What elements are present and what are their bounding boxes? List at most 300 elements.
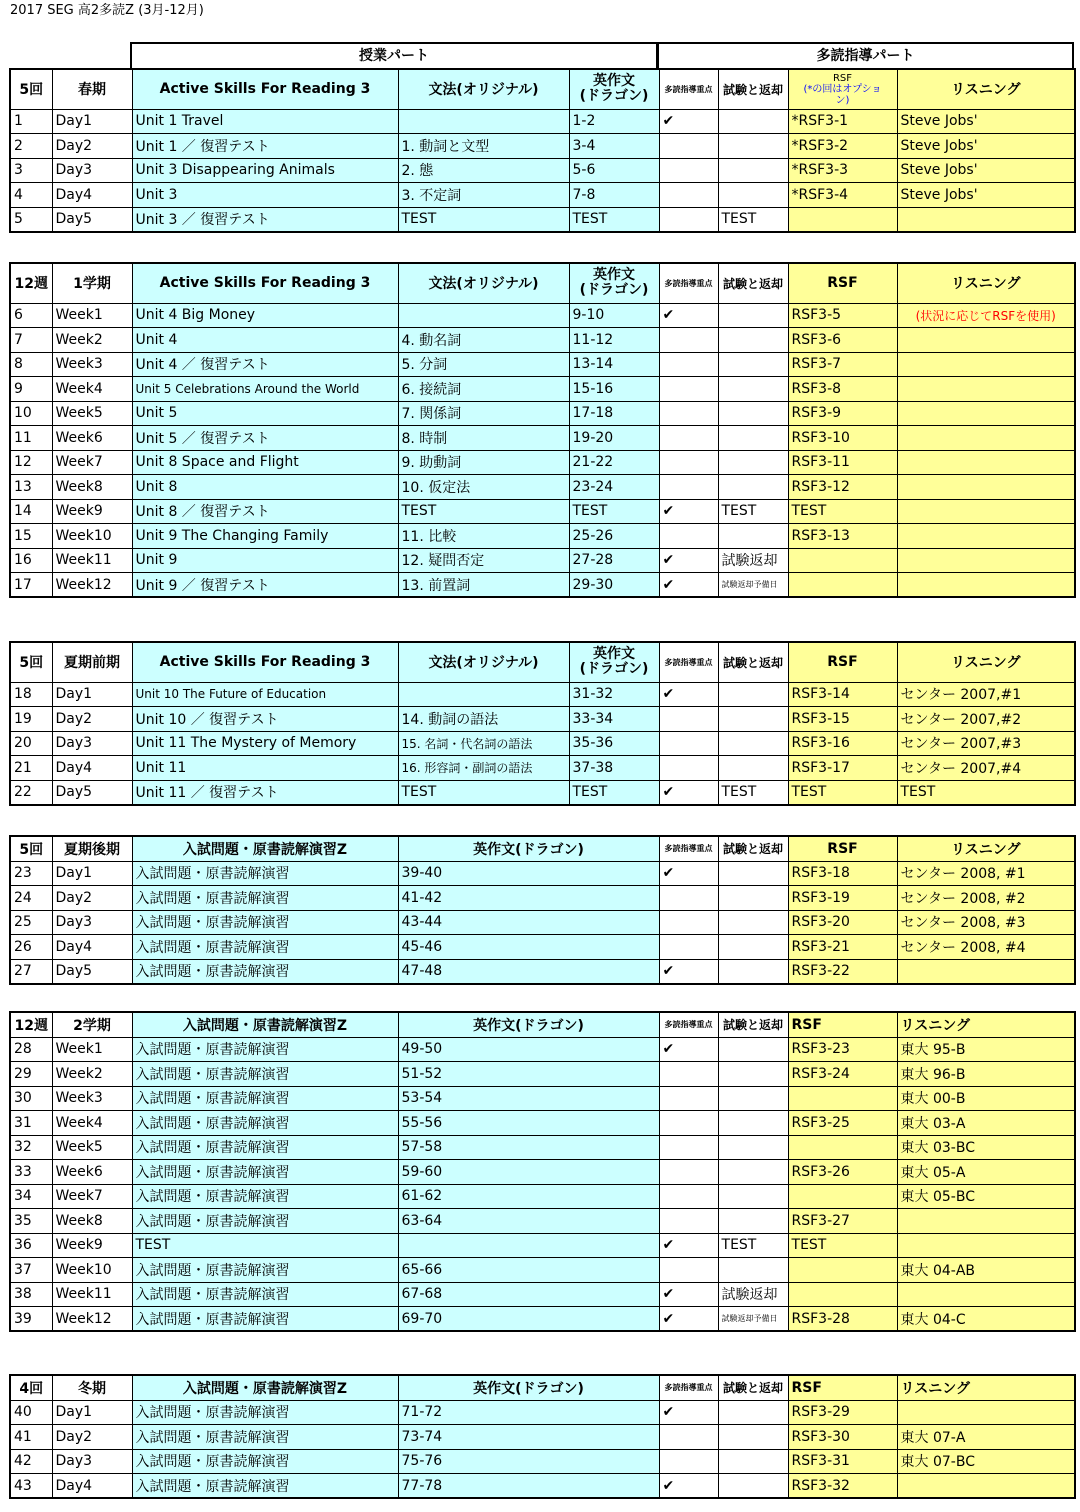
session-label: Week7 (52, 1184, 132, 1209)
row-number: 12 (10, 450, 52, 475)
row-number: 10 (10, 401, 52, 426)
exam-cell: 試験返却 (718, 1282, 788, 1307)
eisakubun-cell: 43-44 (398, 910, 659, 935)
row-number: 11 (10, 426, 52, 451)
listening-cell (897, 352, 1075, 377)
eisakubun-cell: 61-62 (398, 1184, 659, 1209)
listening-cell: センター 2007,#4 (897, 756, 1075, 781)
unit-cell: 入試問題・原書読解演習 (132, 1184, 398, 1209)
table-row (10, 1111, 1075, 1136)
table-row (10, 207, 1075, 232)
nyushi-header: 入試問題・原書読解演習Z (132, 1375, 398, 1400)
eisakubun-cell: 39-40 (398, 861, 659, 886)
grammar-header: 文法(オリジナル) (398, 263, 569, 303)
unit-cell: Unit 4 Big Money (132, 303, 398, 328)
row-number: 2 (10, 134, 52, 159)
table-row (10, 861, 1075, 886)
eisakubun-cell: 41-42 (398, 886, 659, 911)
check-icon: ✔ (659, 1474, 718, 1499)
session-label: Week11 (52, 1282, 132, 1307)
check-icon (659, 1135, 718, 1160)
table-row (10, 499, 1075, 524)
listening-cell: 東大 04-AB (897, 1258, 1075, 1283)
check-icon (659, 207, 718, 232)
rsf-header: RSF (788, 642, 897, 682)
eisakubun-cell: 15-16 (569, 377, 659, 402)
eisakubun-header: 英作文(ドラゴン) (398, 1375, 659, 1400)
eisakubun-cell: 77-78 (398, 1474, 659, 1499)
table-row (10, 475, 1075, 500)
eisakubun-cell: 45-46 (398, 935, 659, 960)
session-label: Week1 (52, 303, 132, 328)
listening-cell (897, 377, 1075, 402)
rsf-cell: RSF3-5 (788, 303, 897, 328)
eisakubun-cell: 59-60 (398, 1160, 659, 1185)
listening-cell: 東大 05-BC (897, 1184, 1075, 1209)
row-number: 24 (10, 886, 52, 911)
row-number: 32 (10, 1135, 52, 1160)
session-label: Day3 (52, 1449, 132, 1474)
unit-cell: 入試問題・原書読解演習 (132, 1425, 398, 1450)
check-icon (659, 352, 718, 377)
eisakubun-cell: TEST (569, 499, 659, 524)
rsf-cell: RSF3-22 (788, 959, 897, 984)
unit-cell: 入試問題・原書読解演習 (132, 1474, 398, 1499)
unit-cell: Unit 9 The Changing Family (132, 524, 398, 549)
tadoku-point-header: 多読指導重点 (659, 1012, 718, 1037)
session-label: Week12 (52, 573, 132, 598)
exam-return-header: 試験と返却 (718, 69, 788, 109)
rsf-cell: RSF3-14 (788, 682, 897, 707)
unit-cell: Unit 9 ／ 復習テスト (132, 573, 398, 598)
check-icon (659, 450, 718, 475)
row-number: 26 (10, 935, 52, 960)
eisakubun-cell: 27-28 (569, 548, 659, 573)
listening-cell (897, 524, 1075, 549)
exam-cell (718, 401, 788, 426)
listening-cell (897, 401, 1075, 426)
exam-cell (718, 524, 788, 549)
eisakubun-cell: 69-70 (398, 1307, 659, 1332)
eisakubun-cell: TEST (569, 780, 659, 805)
exam-cell (718, 1037, 788, 1062)
check-icon (659, 1425, 718, 1450)
rsf-cell: RSF3-15 (788, 707, 897, 732)
table-row (10, 1449, 1075, 1474)
section-term: 夏期前期 (52, 642, 132, 682)
eisakubun-cell: 11-12 (569, 328, 659, 353)
listening-cell (897, 573, 1075, 598)
exam-cell: TEST (718, 207, 788, 232)
eisakubun-header: 英作文(ドラゴン) (398, 836, 659, 861)
eisakubun-cell: 17-18 (569, 401, 659, 426)
rsf-cell: RSF3-17 (788, 756, 897, 781)
check-icon: ✔ (659, 780, 718, 805)
session-label: Day1 (52, 861, 132, 886)
row-number: 20 (10, 731, 52, 756)
unit-cell: 入試問題・原書読解演習 (132, 1037, 398, 1062)
table-row (10, 935, 1075, 960)
listening-cell (897, 1233, 1075, 1258)
eisakubun-cell: 19-20 (569, 426, 659, 451)
table-row (10, 682, 1075, 707)
eisakubun-cell: 71-72 (398, 1400, 659, 1425)
rsf-cell: RSF3-13 (788, 524, 897, 549)
rsf-cell: TEST (788, 1233, 897, 1258)
exam-cell (718, 756, 788, 781)
textbook-header: Active Skills For Reading 3 (132, 69, 398, 109)
exam-cell (718, 377, 788, 402)
check-icon (659, 1160, 718, 1185)
session-label: Day4 (52, 935, 132, 960)
row-number: 27 (10, 959, 52, 984)
section-count: 12週 (10, 1012, 52, 1037)
eisakubun-cell: 23-24 (569, 475, 659, 500)
row-number: 23 (10, 861, 52, 886)
exam-cell (718, 303, 788, 328)
listening-cell: 東大 05-A (897, 1160, 1075, 1185)
rsf-cell: RSF3-28 (788, 1307, 897, 1332)
grammar-cell (398, 682, 569, 707)
section-header-row (10, 69, 1075, 109)
unit-cell: 入試問題・原書読解演習 (132, 1086, 398, 1111)
exam-cell (718, 1449, 788, 1474)
session-label: Week3 (52, 352, 132, 377)
section-term: 1学期 (52, 263, 132, 303)
check-icon (659, 377, 718, 402)
listening-cell: センター 2007,#3 (897, 731, 1075, 756)
session-label: Day1 (52, 1400, 132, 1425)
listening-header: リスニング (897, 1012, 1075, 1037)
eisakubun-cell: 49-50 (398, 1037, 659, 1062)
row-number: 18 (10, 682, 52, 707)
unit-cell: 入試問題・原書読解演習 (132, 1449, 398, 1474)
section-header-row (10, 642, 1075, 682)
rsf-cell: RSF3-19 (788, 886, 897, 911)
rsf-cell: RSF3-25 (788, 1111, 897, 1136)
section-header-row (10, 263, 1075, 303)
session-label: Week10 (52, 524, 132, 549)
table-row (10, 1037, 1075, 1062)
session-label: Day4 (52, 756, 132, 781)
exam-cell (718, 158, 788, 183)
rsf-header: RSF (788, 1012, 897, 1037)
exam-cell (718, 1062, 788, 1087)
unit-cell: 入試問題・原書読解演習 (132, 1307, 398, 1332)
session-label: Week11 (52, 548, 132, 573)
eisakubun-cell: 33-34 (569, 707, 659, 732)
grammar-cell: 7. 関係詞 (398, 401, 569, 426)
section-header-row (10, 836, 1075, 861)
lesson-part-header: 授業パート (130, 42, 658, 68)
check-icon (659, 1086, 718, 1111)
session-label: Day4 (52, 183, 132, 208)
eisakubun-cell: 53-54 (398, 1086, 659, 1111)
row-number: 28 (10, 1037, 52, 1062)
table-row (10, 1258, 1075, 1283)
rsf-cell: RSF3-23 (788, 1037, 897, 1062)
rsf-header: RSF (788, 836, 897, 861)
eisakubun-header: 英作文 (ドラゴン) (569, 263, 659, 303)
row-number: 3 (10, 158, 52, 183)
rsf-cell (788, 548, 897, 573)
unit-cell: Unit 10 The Future of Education (132, 682, 398, 707)
check-icon (659, 158, 718, 183)
listening-cell: センター 2008, #1 (897, 861, 1075, 886)
check-icon: ✔ (659, 548, 718, 573)
row-number: 14 (10, 499, 52, 524)
table-row (10, 1233, 1075, 1258)
grammar-cell: 1. 動詞と文型 (398, 134, 569, 159)
listening-cell (897, 1400, 1075, 1425)
row-number: 22 (10, 780, 52, 805)
listening-cell: 東大 00-B (897, 1086, 1075, 1111)
eisakubun-cell (398, 1233, 659, 1258)
rsf-cell (788, 573, 897, 598)
rsf-header: RSF (788, 1375, 897, 1400)
exam-cell (718, 1474, 788, 1499)
listening-cell: (状況に応じてRSFを使用) (897, 303, 1075, 328)
exam-cell (718, 134, 788, 159)
unit-cell: Unit 5 (132, 401, 398, 426)
listening-cell: 東大 96-B (897, 1062, 1075, 1087)
listening-cell (897, 475, 1075, 500)
rsf-cell: RSF3-27 (788, 1209, 897, 1234)
grammar-cell: 3. 不定詞 (398, 183, 569, 208)
listening-cell: センター 2008, #3 (897, 910, 1075, 935)
session-label: Day2 (52, 886, 132, 911)
section-header-row (10, 1012, 1075, 1037)
row-number: 6 (10, 303, 52, 328)
rsf-cell: RSF3-10 (788, 426, 897, 451)
session-label: Day3 (52, 731, 132, 756)
check-icon (659, 1258, 718, 1283)
rsf-cell: RSF3-9 (788, 401, 897, 426)
grammar-cell (398, 109, 569, 134)
row-number: 1 (10, 109, 52, 134)
row-number: 38 (10, 1282, 52, 1307)
row-number: 25 (10, 910, 52, 935)
session-label: Day1 (52, 109, 132, 134)
listening-cell (897, 959, 1075, 984)
exam-cell (718, 1425, 788, 1450)
table-row (10, 450, 1075, 475)
exam-cell: TEST (718, 1233, 788, 1258)
table-row (10, 910, 1075, 935)
rsf-cell: *RSF3-4 (788, 183, 897, 208)
exam-cell: TEST (718, 780, 788, 805)
row-number: 31 (10, 1111, 52, 1136)
schedule-table-6 (9, 1374, 1076, 1499)
table-row (10, 158, 1075, 183)
check-icon (659, 910, 718, 935)
grammar-header: 文法(オリジナル) (398, 69, 569, 109)
row-number: 43 (10, 1474, 52, 1499)
nyushi-header: 入試問題・原書読解演習Z (132, 836, 398, 861)
session-label: Day2 (52, 1425, 132, 1450)
check-icon: ✔ (659, 109, 718, 134)
grammar-cell: 5. 分詞 (398, 352, 569, 377)
row-number: 29 (10, 1062, 52, 1087)
unit-cell: Unit 11 ／ 復習テスト (132, 780, 398, 805)
unit-cell: 入試問題・原書読解演習 (132, 861, 398, 886)
grammar-cell: 11. 比較 (398, 524, 569, 549)
listening-cell: 東大 03-A (897, 1111, 1075, 1136)
listening-cell: Steve Jobs' (897, 183, 1075, 208)
eisakubun-cell: 47-48 (398, 959, 659, 984)
page-title: 2017 SEG 高2多読Z (3月-12月) (10, 3, 204, 18)
session-label: Week5 (52, 401, 132, 426)
textbook-header: Active Skills For Reading 3 (132, 263, 398, 303)
nyushi-header: 入試問題・原書読解演習Z (132, 1012, 398, 1037)
grammar-cell: TEST (398, 780, 569, 805)
eisakubun-cell: TEST (569, 207, 659, 232)
schedule-table-3 (9, 641, 1076, 806)
eisakubun-cell: 29-30 (569, 573, 659, 598)
table-row (10, 109, 1075, 134)
row-number: 37 (10, 1258, 52, 1283)
session-label: Week5 (52, 1135, 132, 1160)
rsf-cell (788, 1282, 897, 1307)
check-icon (659, 475, 718, 500)
exam-cell (718, 1135, 788, 1160)
exam-return-header: 試験と返却 (718, 1375, 788, 1400)
check-icon (659, 1062, 718, 1087)
rsf-cell (788, 1135, 897, 1160)
section-term: 冬期 (52, 1375, 132, 1400)
rsf-cell: RSF3-31 (788, 1449, 897, 1474)
tadoku-point-header: 多読指導重点 (659, 263, 718, 303)
row-number: 5 (10, 207, 52, 232)
row-number: 34 (10, 1184, 52, 1209)
schedule-table-2 (9, 262, 1076, 598)
exam-cell (718, 1258, 788, 1283)
eisakubun-cell: 73-74 (398, 1425, 659, 1450)
listening-header: リスニング (897, 263, 1075, 303)
check-icon (659, 426, 718, 451)
row-number: 39 (10, 1307, 52, 1332)
listening-cell: 東大 07-A (897, 1425, 1075, 1450)
listening-cell: 東大 95-B (897, 1037, 1075, 1062)
unit-cell: 入試問題・原書読解演習 (132, 1282, 398, 1307)
table-row (10, 959, 1075, 984)
unit-cell: TEST (132, 1233, 398, 1258)
grammar-cell: TEST (398, 499, 569, 524)
check-icon: ✔ (659, 1282, 718, 1307)
session-label: Day2 (52, 134, 132, 159)
table-row (10, 183, 1075, 208)
rsf-cell: TEST (788, 780, 897, 805)
exam-cell (718, 475, 788, 500)
exam-return-header: 試験と返却 (718, 263, 788, 303)
textbook-header: Active Skills For Reading 3 (132, 642, 398, 682)
table-row (10, 780, 1075, 805)
check-icon (659, 328, 718, 353)
session-label: Day1 (52, 682, 132, 707)
check-icon: ✔ (659, 1233, 718, 1258)
table-row (10, 1086, 1075, 1111)
eisakubun-cell: 55-56 (398, 1111, 659, 1136)
tadoku-point-header: 多読指導重点 (659, 836, 718, 861)
section-term: 2学期 (52, 1012, 132, 1037)
row-number: 41 (10, 1425, 52, 1450)
session-label: Day3 (52, 910, 132, 935)
rsf-cell: RSF3-24 (788, 1062, 897, 1087)
eisakubun-cell: 37-38 (569, 756, 659, 781)
rsf-cell: TEST (788, 499, 897, 524)
unit-cell: Unit 11 (132, 756, 398, 781)
exam-cell: 試験返却予備日 (718, 1307, 788, 1332)
session-label: Week6 (52, 426, 132, 451)
check-icon (659, 731, 718, 756)
exam-cell (718, 682, 788, 707)
table-row (10, 1282, 1075, 1307)
exam-cell (718, 426, 788, 451)
grammar-cell: 4. 動名詞 (398, 328, 569, 353)
unit-cell: 入試問題・原書読解演習 (132, 1209, 398, 1234)
table-row (10, 1400, 1075, 1425)
rsf-cell: *RSF3-2 (788, 134, 897, 159)
grammar-cell: 14. 動詞の語法 (398, 707, 569, 732)
listening-cell: センター 2008, #2 (897, 886, 1075, 911)
eisakubun-cell: 3-4 (569, 134, 659, 159)
eisakubun-cell: 21-22 (569, 450, 659, 475)
eisakubun-cell: 51-52 (398, 1062, 659, 1087)
rsf-cell: RSF3-32 (788, 1474, 897, 1499)
check-icon: ✔ (659, 1307, 718, 1332)
row-number: 36 (10, 1233, 52, 1258)
table-row (10, 573, 1075, 598)
exam-cell (718, 886, 788, 911)
listening-cell: センター 2008, #4 (897, 935, 1075, 960)
listening-cell: 東大 04-C (897, 1307, 1075, 1332)
table-row (10, 1474, 1075, 1499)
grammar-cell: 9. 助動詞 (398, 450, 569, 475)
session-label: Week2 (52, 328, 132, 353)
table-row (10, 731, 1075, 756)
rsf-cell: *RSF3-3 (788, 158, 897, 183)
unit-cell: Unit 3 ／ 復習テスト (132, 207, 398, 232)
exam-cell (718, 109, 788, 134)
unit-cell: 入試問題・原書読解演習 (132, 959, 398, 984)
exam-cell (718, 731, 788, 756)
table-row (10, 1425, 1075, 1450)
exam-cell (718, 1209, 788, 1234)
eisakubun-header: 英作文 (ドラゴン) (569, 69, 659, 109)
row-number: 7 (10, 328, 52, 353)
eisakubun-cell: 9-10 (569, 303, 659, 328)
unit-cell: Unit 8 ／ 復習テスト (132, 499, 398, 524)
unit-cell: Unit 4 (132, 328, 398, 353)
exam-cell (718, 910, 788, 935)
eisakubun-cell: 65-66 (398, 1258, 659, 1283)
row-number: 8 (10, 352, 52, 377)
table-row (10, 377, 1075, 402)
rsf-cell: RSF3-11 (788, 450, 897, 475)
listening-cell (897, 207, 1075, 232)
rsf-cell (788, 1258, 897, 1283)
check-icon (659, 401, 718, 426)
tadoku-point-header: 多読指導重点 (659, 642, 718, 682)
listening-cell: 東大 03-BC (897, 1135, 1075, 1160)
table-row (10, 328, 1075, 353)
unit-cell: Unit 3 Disappearing Animals (132, 158, 398, 183)
session-label: Week3 (52, 1086, 132, 1111)
session-label: Day5 (52, 207, 132, 232)
row-number: 13 (10, 475, 52, 500)
session-label: Week8 (52, 1209, 132, 1234)
listening-cell: 東大 07-BC (897, 1449, 1075, 1474)
